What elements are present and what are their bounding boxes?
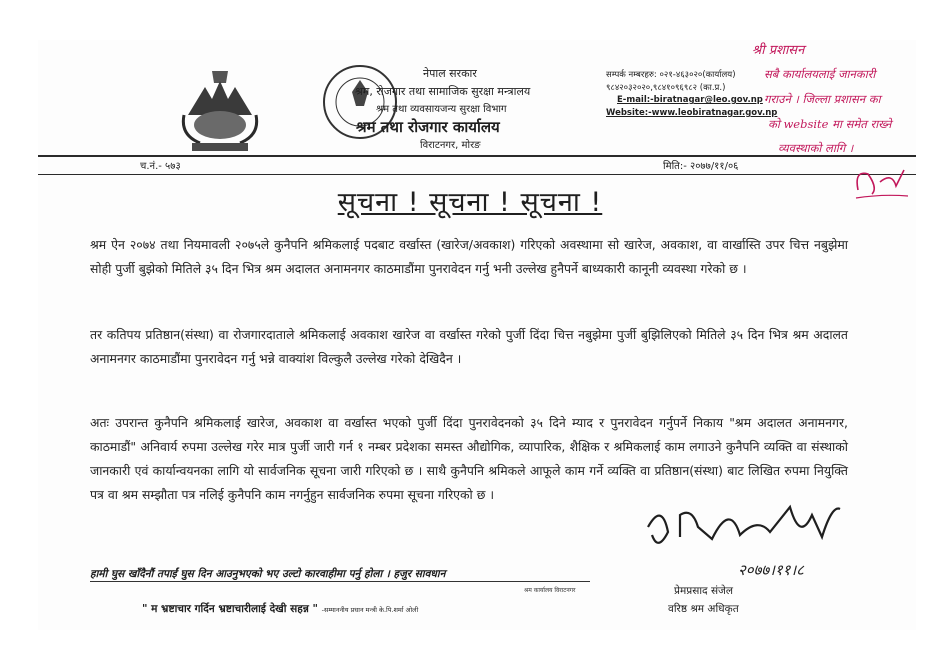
department-name: श्रम तथा व्यवसायजन्य सुरक्षा विभाग: [376, 104, 507, 115]
handwritten-line-1: श्री प्रशासन: [752, 43, 805, 58]
contact-email[interactable]: E-mail:-biratnagar@leo.gov.np: [617, 95, 763, 105]
nepal-emblem-icon: [170, 65, 270, 155]
paragraph-1: श्रम ऐन २०७४ तथा नियमावली २०७५ले कुनैपनि श्रमिकलाई पदबाट वर्खास्त (खारेज/अवकाश) गरिएको अवस्थामा सो खारेज, अवकाश, वा वार्खास्ति उपर चित्त नबुझेमा सोही पुर्जी बुझेको मितिले ३५ दिन भित्र श्रम अदालत अनामनगर काठमाडौंमा पुनरावेदन गर्नु भनी उल्लेख हुनैपर्ने बाध्यकारी कानूनी व्यवस्था गरेको छ ।: [90, 237, 848, 276]
contact-mobile: ९८४२०३२०२०,९८४१०९६९८२ (का.प्र.): [606, 83, 726, 93]
handwritten-line-5: व्यवस्थाको लागि ।: [778, 141, 854, 155]
handwritten-line-4: को website मा समेत राख्ने: [768, 117, 892, 131]
page-title: सूचना ! सूचना ! सूचना !: [337, 187, 603, 218]
reference-number: च.नं.- ५७३: [140, 161, 181, 172]
ref-divider: [38, 174, 916, 175]
anti-bribe-credit: श्रम कार्यालय विराटनगर: [524, 587, 576, 594]
handwritten-line-3: गराउने । जिल्ला प्रशासन का: [764, 92, 881, 106]
handwritten-line-2: सबै कार्यालयलाई जानकारी: [764, 67, 876, 81]
signatory-name: प्रेमप्रसाद संजेल: [674, 585, 733, 597]
paragraph-3: अतः उपरान्त कुनैपनि श्रमिकलाई खारेज, अवकाश वा वर्खास्त भएको पुर्जी दिंदा पुनरावेदनको ३५ दिने म्याद र पुनरावेदन गर्नुपर्ने निकाय "श्रम अदालत अनामनगर, काठमाडौं" अनिवार्य रुपमा उल्लेख गरेर मात्र पुर्जी जारी गर्न १ नम्बर प्रदेशका समस्त औद्योगिक, व्यापारिक, शैक्षिक र श्रमिकलाई काम लगाउने कुनैपनि व्यक्ति वा संस्थाको जानकारी एवं कार्यान्वयनका लागि यो सार्वजनिक सूचना जारी गरिएको छ । साथै कुनैपनि श्रमिकले आफूले काम गर्ने व्यक्ति वा प्रतिष्ठान(संस्था) बाट लिखित रुपमा नियुक्ति पत्र वा श्रम सम्झौता पत्र नलिई कुनैपनि काम नगर्नुहुन सार्वजनिक रुपमा सूचना गरिएको छ ।: [90, 415, 848, 502]
contact-website[interactable]: Website:-www.leobiratnagar.gov.np: [606, 108, 778, 118]
office-address: विराटनगर, मोरङ: [420, 140, 481, 151]
letter-date: मिति:- २०७७/११/०६: [663, 161, 739, 172]
contact-phone: सम्पर्क नम्बरहरु: ०२१-४६३०२०(कार्यालय): [606, 70, 736, 80]
anti-corruption-slogan: [142, 602, 418, 616]
paragraph-2: तर कतिपय प्रतिष्ठान(संस्था) वा रोजगारदाताले श्रमिकलाई अवकाश खारेज वा वर्खास्त गरेको पुर्जी दिंदा चित्त नबुझेमा पुर्जी बुझिलिएको मितिले ३५ दिन भित्र श्रम अदालत अनामनगर काठमाडौंमा पुनरावेदन गर्नु भन्ने वाक्यांश विल्कुलै उल्लेख गरेको देखिदैन ।: [90, 327, 848, 366]
anti-bribe-notice: हामी घुस खाँदैनौं तपाईं घुस दिन आउनुभएको भए उल्टो कारवाहीमा पर्नु होला । हजुर सावधान: [90, 567, 590, 582]
official-signature: [640, 497, 850, 582]
signature-date: २०७७।११।८: [738, 561, 804, 579]
ministry-name: श्रम, रोजगार तथा सामाजिक सुरक्षा मन्त्रालय: [355, 85, 531, 98]
slogan-credit: -सम्माननीय प्रधान मन्त्री के.पि.शर्मा ओली: [321, 606, 419, 614]
signatory-title: वरिष्ठ श्रम अधिकृत: [668, 603, 739, 615]
gov-name: नेपाल सरकार: [423, 67, 477, 80]
slogan-text: " म भ्रष्टाचार गर्दिन भ्रष्टाचारीलाई देखी सहन्न ": [142, 603, 318, 615]
handwritten-initials: [852, 160, 912, 202]
office-name: श्रम तथा रोजगार कार्यालय: [356, 118, 500, 136]
